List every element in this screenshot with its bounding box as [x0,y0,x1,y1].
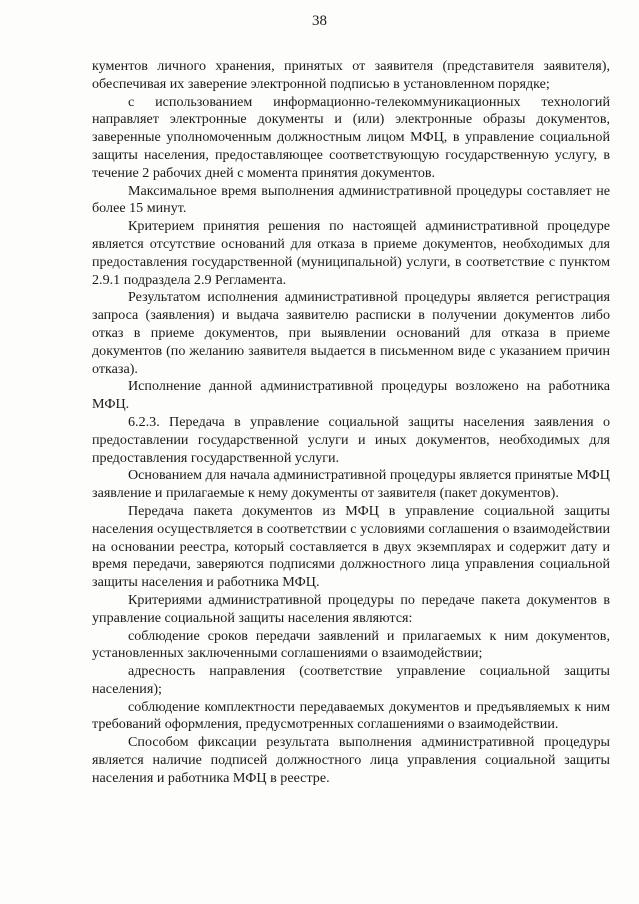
paragraph: соблюдение сроков передачи заявлений и прилагаемых к ним документов, установленных заключенными соглашениями о взаимодействии; [92,627,610,662]
paragraph: кументов личного хранения, принятых от заявителя (представителя заявителя), обеспечивая их заверение электронной подписью в установленном порядке; [92,58,610,92]
paragraph: 6.2.3. Передача в управление социальной защиты населения заявления о предоставлении государственной услуги и иных документов, необходимых для предоставления государственной услуги. [92,413,610,466]
page-number: 38 [312,13,327,29]
document-body [92,58,610,788]
paragraph: с использованием информационно-телекоммуникационных технологий направляет электронные документы и (или) электронные образы документов, заверенные уполномоченным должностным лицом МФЦ, в управление социальной защиты населения, предоставляющее соответствующую государственную услугу, в течение 2 рабочих дней с момента принятия документов. [92,93,610,181]
paragraph: Исполнение данной административной процедуры возложено на работника МФЦ. [92,378,610,413]
paragraph: Максимальное время выполнения административной процедуры составляет не более 15 минут. [92,182,610,217]
paragraph: Критериями административной процедуры по передаче пакета документов в управление социальной защиты населения являются: [92,591,610,626]
paragraph: Способом фиксации результата выполнения административной процедуры является наличие подписей должностного лица управления социальной защиты населения и работника МФЦ в реестре. [92,734,610,786]
paragraph: Результатом исполнения административной процедуры является регистрация запроса (заявления) и выдача заявителю расписки в получении документов либо отказ в приеме документов, при выявлении оснований для отказа в приеме документов (по желанию заявителя выдается в письменном виде с указанием причин отказа). [92,289,610,377]
paragraph: Критерием принятия решения по настоящей административной процедуре является отсутствие оснований для отказа в приеме документов, необходимых для предоставления государственной (муниципальной) услуги, в соответствие с пунктом 2.9.1 подраздела 2.9 Регламента. [92,218,610,288]
paragraph: адресность направления (соответствие управление социальной защиты населения); [92,663,610,697]
paragraph: Основанием для начала административной процедуры является принятые МФЦ заявление и прилагаемые к нему документы от заявителя (пакет документов). [92,467,610,502]
paragraph: соблюдение комплектности передаваемых документов и предъявляемых к ним требований оформления, предусмотренных соглашениями о взаимодействии. [92,698,610,733]
paragraph: Передача пакета документов из МФЦ в управление социальной защиты населения осуществляется в соответствии с условиями соглашения о взаимодействии на основании реестра, который составляется в двух экземплярах и содержит дату и время передачи, заверяются подписями должностного лица управления социальной защиты населения и работника МФЦ. [92,502,610,591]
